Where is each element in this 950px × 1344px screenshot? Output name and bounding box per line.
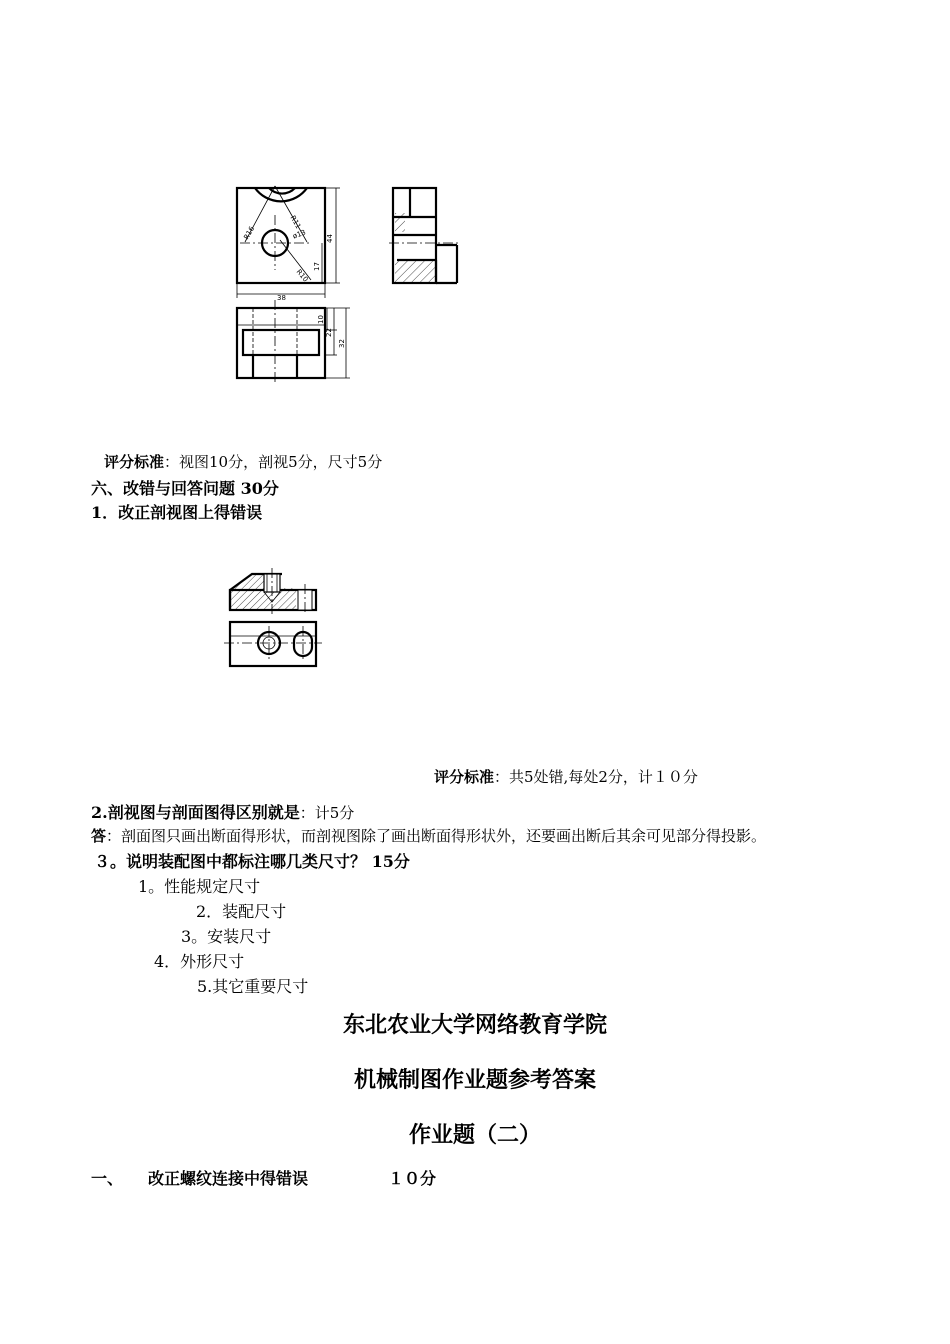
dim-10: 10 [317,315,325,324]
side-view [389,188,461,283]
assignment-title: 作业题（二） [408,1122,541,1148]
list-item-2: 2．装配尺寸 [196,902,287,921]
question-2-score: ：计5分 [299,804,355,822]
grading-line-1 [104,451,382,472]
top-view [237,300,325,385]
list-item-1: 1。性能规定尺寸 [138,877,261,896]
question-2 [91,800,354,823]
dim-38: 38 [277,294,286,302]
dim-r10: R10 [294,267,310,284]
dim-17: 17 [313,262,321,271]
dim-44: 44 [326,234,334,243]
question-2-answer [91,825,766,846]
dim-r16: R16 [242,225,257,241]
answer-label: 答 [91,827,107,845]
three-view-drawing [225,180,475,390]
dim-r11: R11 [288,214,303,231]
list-item-5: 5.其它重要尺寸 [197,977,309,996]
dim-dia13: ø13 [291,228,307,241]
course-title: 机械制图作业题参考答案 [353,1067,596,1093]
grading-text: ：视图10分，剖视5分，尺寸5分 [164,453,383,471]
section-view-drawing [222,566,326,670]
section-1-text: 改正螺纹连接中得错误 [148,1169,309,1188]
section-1-number: 一、 [91,1169,124,1188]
section-1-score: １０分 [388,1169,437,1188]
question-2-heading: 2.剖视图与剖面图得区别就是 [91,803,300,822]
answer-text: ：剖面图只画出断面得形状，而剖视图除了画出断面得形状外，还要画出断后其余可见部分得投影。 [106,827,767,845]
list-item-3: 3。安装尺寸 [181,927,272,946]
question-1-heading: 1．改正剖视图上得错误 [91,503,263,522]
grading-label-2: 评分标准 [434,768,495,786]
grading-label: 评分标准 [104,453,165,471]
school-title: 东北农业大学网络教育学院 [342,1012,607,1038]
top-view-dimensions [317,308,350,378]
dim-22: 22 [325,328,333,337]
grading-text-2: ：共5处错,每处2分，计１０分 [494,768,698,786]
dim-32: 32 [338,339,346,348]
section-6-heading: 六、改错与回答问题 30分 [91,479,279,498]
grading-line-2 [434,766,698,787]
list-item-4: 4．外形尺寸 [154,952,245,971]
question-3-heading: ３。说明装配图中都标注哪几类尺寸？ 15分 [94,852,410,871]
